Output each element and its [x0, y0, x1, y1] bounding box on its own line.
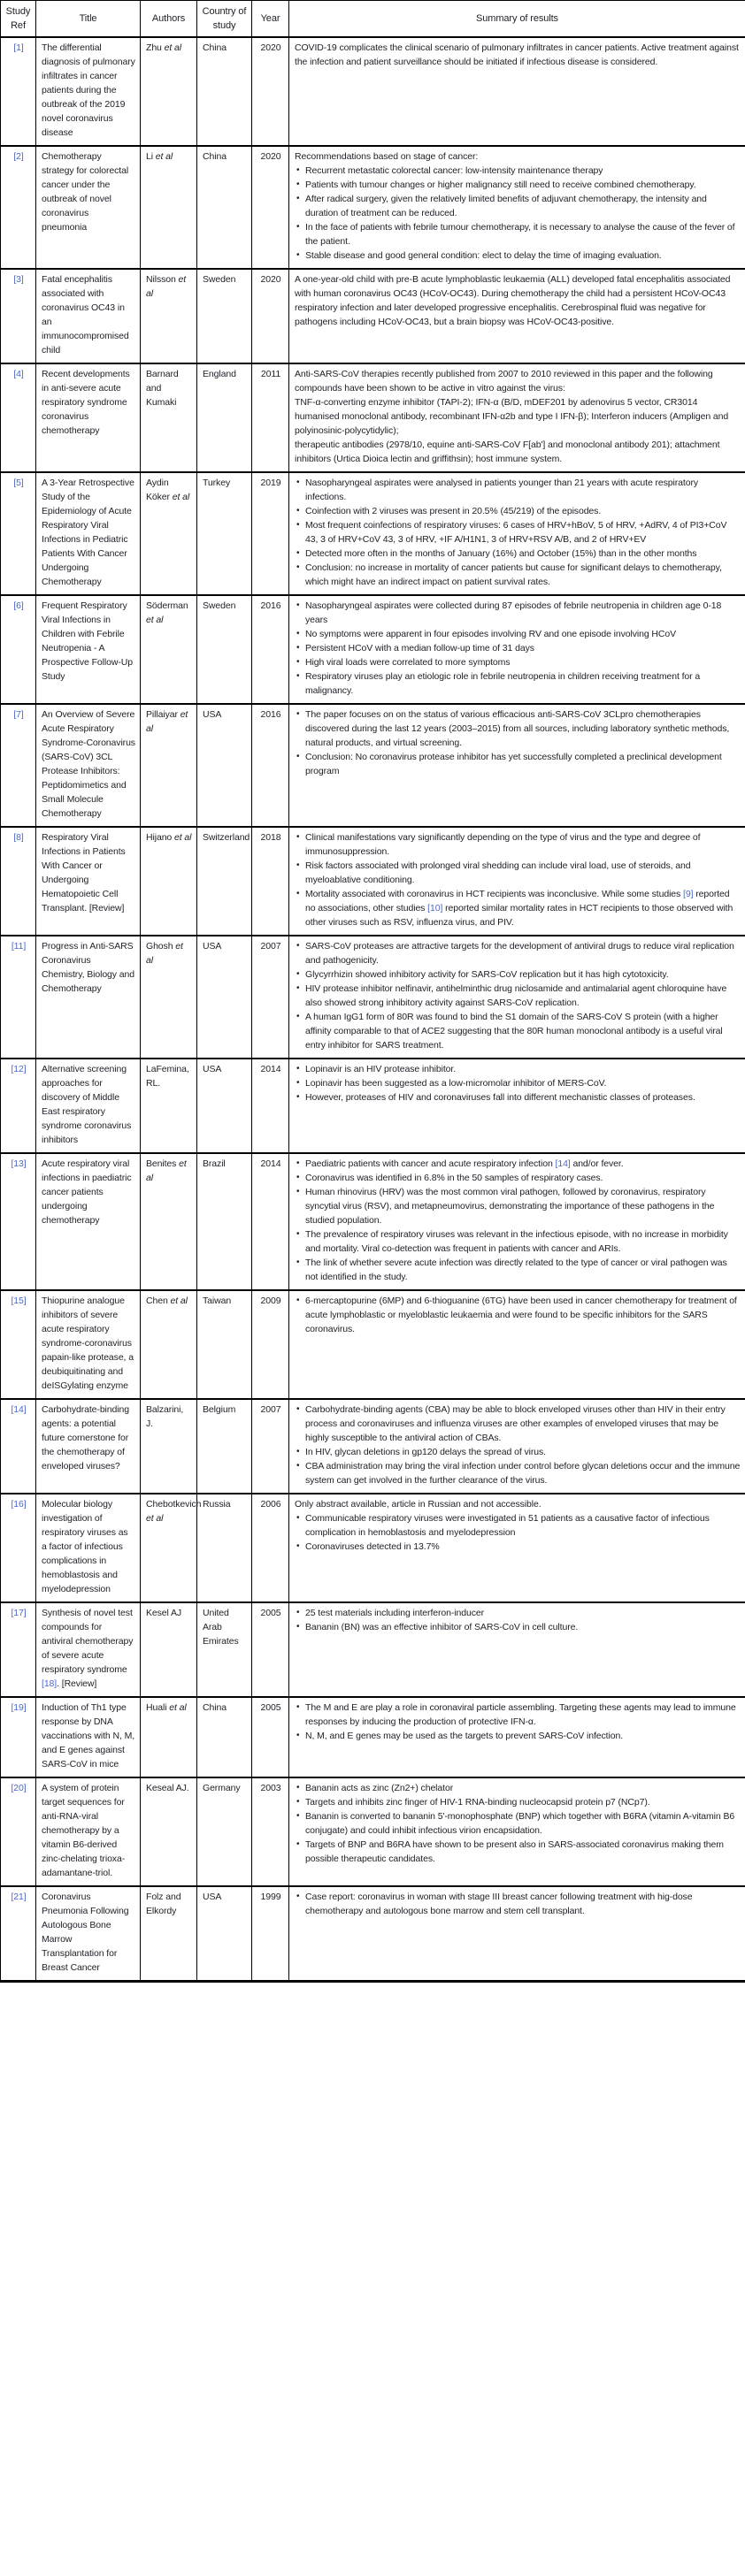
- summary-bullet-item: • No symptoms were apparent in four episodes involving RV and one episode involving HCoV: [295, 627, 741, 641]
- study-ref-cell: [1, 1290, 36, 1399]
- summary-bullet-item: • Clinical manifestations vary significantly depending on the type of virus and the type and degree of immunosuppression.: [295, 830, 741, 859]
- country-cell: Belgium: [197, 1399, 252, 1494]
- et-al-italic: et al: [155, 151, 173, 162]
- study-ref-cell: [1, 1602, 36, 1697]
- header-row: [1, 1, 745, 38]
- country-cell: China: [197, 37, 252, 146]
- study-ref-link[interactable]: [12]: [11, 1064, 27, 1074]
- title-cell: Acute respiratory viral infections in paediatric cancer patients undergoing chemotherapy: [36, 1153, 141, 1290]
- title-cell: Chemotherapy strategy for colorectal cancer under the outbreak of novel coronavirus pneumonia: [36, 146, 141, 269]
- summary-bullet-item: • CBA administration may bring the viral infection under control before glycan deletions occur and the immune system can get involved in the further clearance of the virus.: [295, 1459, 741, 1487]
- summary-cell: [289, 363, 745, 472]
- inline-ref-link[interactable]: [14]: [555, 1158, 571, 1169]
- authors-cell: Kesel AJ: [141, 1602, 197, 1697]
- country-cell: Taiwan: [197, 1290, 252, 1399]
- et-al-italic: et al: [146, 615, 164, 625]
- year-cell: 2016: [252, 595, 289, 704]
- summary-cell: [289, 1059, 745, 1153]
- year-cell: 1999: [252, 1886, 289, 1982]
- title-cell: Molecular biology investigation of respiratory viruses as a factor of infectious complications in hemoblastosis and myelodepression: [36, 1494, 141, 1602]
- title-cell: Fatal encephalitis associated with coronavirus OC43 in an immunocompromised child: [36, 269, 141, 363]
- country-cell: Switzerland: [197, 827, 252, 936]
- country-cell: China: [197, 146, 252, 269]
- summary-cell: [289, 827, 745, 936]
- et-al-italic: et al: [172, 492, 190, 502]
- year-cell: 2020: [252, 37, 289, 146]
- summary-cell: [289, 1399, 745, 1494]
- summary-bullet-item: • Respiratory viruses play an etiologic role in febrile neutropenia in children receiving treatment for a malignancy.: [295, 669, 741, 698]
- title-cell: Synthesis of novel test compounds for antiviral chemotherapy of severe acute respiratory syndrome [18]. [Review]: [36, 1602, 141, 1697]
- summary-text-item: Anti-SARS-CoV therapies recently published from 2007 to 2010 reviewed in this paper and the following compounds have been shown to be active in vitro against the virus:: [295, 369, 713, 394]
- summary-bullet-item: • Nasopharyngeal aspirates were analysed in patients younger than 21 years with acute respiratory infections.: [295, 476, 741, 504]
- authors-cell: Huali et al: [141, 1697, 197, 1777]
- et-al-italic: et al: [164, 42, 181, 53]
- study-ref-cell: [1, 269, 36, 363]
- summary-text-item: COVID-19 complicates the clinical scenario of pulmonary infiltrates in cancer patients. Active treatment against the infection and patient surveillance should be initiated if infectious disease is considered.: [295, 42, 739, 67]
- authors-cell: Hijano et al: [141, 827, 197, 936]
- authors-cell: Chen et al: [141, 1290, 197, 1399]
- year-cell: 2020: [252, 146, 289, 269]
- study-ref-link[interactable]: [1]: [13, 42, 24, 53]
- study-ref-link[interactable]: [11]: [11, 941, 27, 952]
- summary-cell: [289, 1153, 745, 1290]
- study-ref-link[interactable]: [14]: [11, 1404, 27, 1415]
- study-ref-cell: [1, 363, 36, 472]
- summary-text-item: A one-year-old child with pre-B acute lymphoblastic leukaemia (ALL) developed fatal encephalitis associated with human coronavirus OC43 (HCoV-OC43). During chemotherapy the child had a persistent HCoV-OC43 respiratory infection and later developed progressive encephalitis. Cerebrospinal fluid was negative for pathogens including HCoV-OC43, but a brain biopsy was HCoV-OC43-positive.: [295, 274, 731, 327]
- summary-cell: [289, 1697, 745, 1777]
- country-cell: USA: [197, 1059, 252, 1153]
- summary-bullet-item: • However, proteases of HIV and coronaviruses fall into different mechanistic classes of proteases.: [295, 1090, 741, 1105]
- authors-cell: Zhu et al: [141, 37, 197, 146]
- summary-bullet-item: • Coinfection with 2 viruses was present in 20.5% (45/219) of the episodes.: [295, 504, 741, 518]
- study-ref-link[interactable]: [2]: [13, 151, 24, 162]
- summary-bullet-item: • The M and E are play a role in coronaviral particle assembling. Targeting these agents may lead to immune responses by inducing the production of protective IFN-α.: [295, 1701, 741, 1729]
- et-al-italic: et al: [146, 709, 188, 734]
- country-cell: Germany: [197, 1777, 252, 1886]
- year-cell: 2009: [252, 1290, 289, 1399]
- summary-bullet-item: • Lopinavir has been suggested as a low-micromolar inhibitor of MERS-CoV.: [295, 1076, 741, 1090]
- summary-bullet-item: • High viral loads were correlated to more symptoms: [295, 655, 741, 669]
- year-cell: 2019: [252, 472, 289, 595]
- study-ref-link[interactable]: [16]: [11, 1499, 27, 1510]
- authors-cell: Barnard and Kumaki: [141, 363, 197, 472]
- summary-bullet-item: • Bananin (BN) was an effective inhibitor of SARS-CoV in cell culture.: [295, 1620, 741, 1634]
- summary-bullet-item: • Carbohydrate-binding agents (CBA) may be able to block enveloped viruses other than HIV in their entry process and coronaviruses and influenza viruses are other examples of enveloped viruses that may be highly susceptible to the antiviral action of CBAs.: [295, 1403, 741, 1445]
- study-ref-link[interactable]: [5]: [13, 478, 24, 488]
- summary-bullet-item: • Paediatric patients with cancer and acute respiratory infection [14] and/or fever.: [295, 1157, 741, 1171]
- summary-text-item: Recommendations based on stage of cancer:: [295, 151, 479, 162]
- summary-cell: [289, 1777, 745, 1886]
- year-cell: 2016: [252, 704, 289, 827]
- inline-ref-link[interactable]: [18]: [42, 1678, 58, 1689]
- study-ref-cell: [1, 1777, 36, 1886]
- table-row: [1, 269, 745, 363]
- table-row: [1, 1697, 745, 1777]
- table-row: [1, 363, 745, 472]
- country-cell: China: [197, 1697, 252, 1777]
- summary-cell: [289, 37, 745, 146]
- summary-bullet-item: • Risk factors associated with prolonged viral shedding can include viral load, use of steroids, and myeloablative conditioning.: [295, 859, 741, 887]
- table-row: [1, 146, 745, 269]
- summary-bullet-item: • Stable disease and good general condition: elect to delay the time of imaging evaluation.: [295, 248, 741, 263]
- summary-cell: [289, 1494, 745, 1602]
- summary-cell: [289, 472, 745, 595]
- authors-cell: Li et al: [141, 146, 197, 269]
- year-cell: 2020: [252, 269, 289, 363]
- summary-cell: [289, 936, 745, 1059]
- country-cell: England: [197, 363, 252, 472]
- country-cell: Turkey: [197, 472, 252, 595]
- summary-bullet-item: • Bananin acts as zinc (Zn2+) chelator: [295, 1781, 741, 1795]
- year-cell: 2011: [252, 363, 289, 472]
- inline-ref-link[interactable]: [9]: [683, 889, 694, 899]
- authors-cell: Chebotkevich et al: [141, 1494, 197, 1602]
- table-row: [1, 1494, 745, 1602]
- year-cell: 2018: [252, 827, 289, 936]
- summary-bullet-item: • Targets of BNP and B6RA have shown to be present also in SARS-associated coronavirus making them possible therapeutic candidates.: [295, 1838, 741, 1866]
- authors-cell: Folz and Elkordy: [141, 1886, 197, 1982]
- country-cell: Brazil: [197, 1153, 252, 1290]
- table-row: [1, 1290, 745, 1399]
- et-al-italic: et al: [146, 1513, 164, 1524]
- summary-bullet-item: • Coronaviruses detected in 13.7%: [295, 1540, 741, 1554]
- study-ref-link[interactable]: [17]: [11, 1608, 27, 1618]
- summary-bullet-item: • After radical surgery, given the relatively limited benefits of adjuvant chemotherapy, the intensity and duration of treatment can be reduced.: [295, 192, 741, 220]
- study-ref-cell: [1, 37, 36, 146]
- summary-bullet-item: • In HIV, glycan deletions in gp120 delays the spread of virus.: [295, 1445, 741, 1459]
- title-cell: A 3-Year Retrospective Study of the Epidemiology of Acute Respiratory Viral Infections in Pediatric Patients With Cancer Undergoing Chemotherapy: [36, 472, 141, 595]
- column-header-summary-of-results: Summary of results: [289, 1, 745, 38]
- summary-bullet-item: • A human IgG1 form of 80R was found to bind the S1 domain of the SARS-CoV S protein (with a higher affinity comparable to that of ACE2 suggesting that the 80R human monoclonal antibody is a useful viral entry inhibitor for SARS treatment.: [295, 1010, 741, 1052]
- summary-cell: [289, 595, 745, 704]
- summary-bullet-item: • Human rhinovirus (HRV) was the most common viral pathogen, followed by coronavirus, respiratory syncytial virus (RSV), and metapneumovirus, demonstrating the importance of these pathogens in the studied population.: [295, 1185, 741, 1227]
- table-row: [1, 472, 745, 595]
- summary-bullet-item: • The link of whether severe acute infection was directly related to the type of cancer or viral pathogen was not identified in the study.: [295, 1256, 741, 1284]
- study-ref-link[interactable]: [20]: [11, 1783, 27, 1793]
- year-cell: 2007: [252, 936, 289, 1059]
- title-cell: The differential diagnosis of pulmonary infiltrates in cancer patients during the outbreak of the 2019 novel coronavirus disease: [36, 37, 141, 146]
- authors-cell: Ghosh et al: [141, 936, 197, 1059]
- column-header-year: Year: [252, 1, 289, 38]
- et-al-italic: et al: [146, 1158, 187, 1183]
- study-ref-link[interactable]: [19]: [11, 1702, 27, 1713]
- summary-cell: [289, 704, 745, 827]
- column-header-title: Title: [36, 1, 141, 38]
- title-cell: An Overview of Severe Acute Respiratory Syndrome-Coronavirus (SARS-CoV) 3CL Protease Inhibitors: Peptidomimetics and Small Molecule Chemotherapy: [36, 704, 141, 827]
- column-header-country-of-study: Country of study: [197, 1, 252, 38]
- summary-bullet-item: • Targets and inhibits zinc finger of HIV-1 RNA-binding nucleocapsid protein p7 (NCp7).: [295, 1795, 741, 1809]
- summary-bullet-item: • In the face of patients with febrile tumour chemotherapy, it is necessary to analyse the cause of the fever of the patient.: [295, 220, 741, 248]
- summary-bullet-item: • Nasopharyngeal aspirates were collected during 87 episodes of febrile neutropenia in children age 0-18 years: [295, 599, 741, 627]
- summary-bullet-item: • Conclusion: No coronavirus protease inhibitor has yet successfully completed a preclinical development program: [295, 750, 741, 778]
- study-ref-link[interactable]: [13]: [11, 1158, 27, 1169]
- summary-text-item: Only abstract available, article in Russian and not accessible.: [295, 1499, 541, 1510]
- study-ref-link[interactable]: [21]: [11, 1892, 27, 1902]
- year-cell: 2005: [252, 1697, 289, 1777]
- authors-cell: Nilsson et al: [141, 269, 197, 363]
- year-cell: 2006: [252, 1494, 289, 1602]
- table-row: [1, 1602, 745, 1697]
- study-ref-cell: [1, 1697, 36, 1777]
- year-cell: 2014: [252, 1153, 289, 1290]
- title-cell: Alternative screening approaches for discovery of Middle East respiratory syndrome coronavirus inhibitors: [36, 1059, 141, 1153]
- study-ref-cell: [1, 704, 36, 827]
- summary-bullet-item: • SARS-CoV proteases are attractive targets for the development of antiviral drugs to reduce viral replication and pathogenicity.: [295, 939, 741, 967]
- year-cell: 2014: [252, 1059, 289, 1153]
- table-row: [1, 1886, 745, 1982]
- summary-text-item: therapeutic antibodies (2978/10, equine anti-SARS-CoV F[ab'] and monoclonal antibody 201); attachment inhibitors (Urtica Dioica lectin and griffithsin); host immune system.: [295, 440, 720, 464]
- summary-bullet-item: • Recurrent metastatic colorectal cancer: low-intensity maintenance therapy: [295, 164, 741, 178]
- country-cell: United Arab Emirates: [197, 1602, 252, 1697]
- country-cell: USA: [197, 1886, 252, 1982]
- study-ref-link[interactable]: [6]: [13, 600, 24, 611]
- table-row: [1, 936, 745, 1059]
- summary-bullet-item: • Persistent HCoV with a median follow-up time of 31 days: [295, 641, 741, 655]
- table-row: [1, 1777, 745, 1886]
- et-al-italic: et al: [146, 274, 187, 299]
- study-ref-cell: [1, 472, 36, 595]
- authors-cell: Aydin Köker et al: [141, 472, 197, 595]
- table-row: [1, 37, 745, 146]
- study-ref-cell: [1, 1153, 36, 1290]
- title-cell: Carbohydrate-binding agents: a potential future cornerstone for the chemotherapy of enveloped viruses?: [36, 1399, 141, 1494]
- summary-bullet-item: • Communicable respiratory viruses were investigated in 51 patients as a causative factor of infectious complication in hemoblastosis and myelodepression: [295, 1511, 741, 1540]
- authors-cell: Keseal AJ.: [141, 1777, 197, 1886]
- table-row: [1, 1059, 745, 1153]
- year-cell: 2007: [252, 1399, 289, 1494]
- study-ref-cell: [1, 146, 36, 269]
- summary-cell: [289, 1602, 745, 1697]
- summary-cell: [289, 269, 745, 363]
- study-ref-cell: [1, 595, 36, 704]
- summary-cell: [289, 1886, 745, 1982]
- title-cell: Coronavirus Pneumonia Following Autologous Bone Marrow Transplantation for Breast Cancer: [36, 1886, 141, 1982]
- country-cell: USA: [197, 704, 252, 827]
- study-ref-link[interactable]: [15]: [11, 1296, 27, 1306]
- summary-bullet-item: • The paper focuses on on the status of various efficacious anti-SARS-CoV 3CLpro chemotherapies discovered during the last 12 years (2003–2015) from all sources, including laboratory synthetic methods, natural products, and virtual screening.: [295, 707, 741, 750]
- study-ref-cell: [1, 1886, 36, 1982]
- study-ref-cell: [1, 1494, 36, 1602]
- et-al-italic: et al: [174, 832, 192, 843]
- summary-cell: [289, 146, 745, 269]
- study-ref-cell: [1, 827, 36, 936]
- title-cell: Recent developments in anti-severe acute respiratory syndrome coronavirus chemotherapy: [36, 363, 141, 472]
- summary-bullet-item: • Bananin is converted to bananin 5'-monophosphate (BNP) which together with B6RA (vitamin A-vitamin B6 conjugate) and could inhibit infectious virion encapsidation.: [295, 1809, 741, 1838]
- study-ref-link[interactable]: [7]: [13, 709, 24, 720]
- study-ref-link[interactable]: [4]: [13, 369, 24, 379]
- summary-bullet-item: • Lopinavir is an HIV protease inhibitor.: [295, 1062, 741, 1076]
- et-al-italic: et al: [169, 1702, 187, 1713]
- country-cell: Russia: [197, 1494, 252, 1602]
- table-row: [1, 704, 745, 827]
- summary-bullet-item: • N, M, and E genes may be used as the targets to prevent SARS-CoV infection.: [295, 1729, 741, 1743]
- table-row: [1, 1399, 745, 1494]
- study-ref-link[interactable]: [3]: [13, 274, 24, 285]
- authors-cell: Söderman et al: [141, 595, 197, 704]
- authors-cell: Balzarini, J.: [141, 1399, 197, 1494]
- table-row: [1, 1153, 745, 1290]
- country-cell: Sweden: [197, 269, 252, 363]
- et-al-italic: et al: [170, 1296, 188, 1306]
- summary-bullet-item: • 25 test materials including interferon-inducer: [295, 1606, 741, 1620]
- title-cell: A system of protein target sequences for anti-RNA-viral chemotherapy by a vitamin B6-derived zinc-chelating trioxa-adamantane-triol.: [36, 1777, 141, 1886]
- summary-bullet-item: • HIV protease inhibitor nelfinavir, antihelminthic drug niclosamide and antimalarial agent chloroquine have also showed strong inhibitory activity against SARS-CoV replication.: [295, 982, 741, 1010]
- summary-text-item: TNF-α-converting enzyme inhibitor (TAPI-2); IFN-α (B/D, mDEF201 by adenovirus 5 vector, CR3014 humanised monoclonal antibody, recombinant IFN-α2b and type I IFN-β); Interferon inducers (Ampligen and polyinosinic-polycytidylic);: [295, 397, 729, 436]
- summary-bullet-item: • Conclusion: no increase in mortality of cancer patients but cause for significant delays to chemotherapy, which might have an indirect impact on patient survival rates.: [295, 561, 741, 589]
- title-cell: Frequent Respiratory Viral Infections in Children with Febrile Neutropenia - A Prospective Follow-Up Study: [36, 595, 141, 704]
- authors-cell: Benites et al: [141, 1153, 197, 1290]
- study-ref-link[interactable]: [8]: [13, 832, 24, 843]
- study-ref-cell: [1, 1399, 36, 1494]
- summary-bullet-item: • Case report: coronavirus in woman with stage III breast cancer following treatment with hig-dose chemotherapy and autologous bone marrow and stem cell transplant.: [295, 1890, 741, 1918]
- title-cell: Induction of Th1 type response by DNA vaccinations with N, M, and E genes against SARS-CoV in mice: [36, 1697, 141, 1777]
- summary-bullet-item: • Patients with tumour changes or higher malignancy still need to receive combined chemotherapy.: [295, 178, 741, 192]
- study-ref-cell: [1, 1059, 36, 1153]
- inline-ref-link[interactable]: [10]: [427, 903, 443, 913]
- year-cell: 2005: [252, 1602, 289, 1697]
- summary-bullet-item: • Coronavirus was identified in 6.8% in the 50 samples of respiratory cases.: [295, 1171, 741, 1185]
- summary-bullet-item: • Most frequent coinfections of respiratory viruses: 6 cases of HRV+hBoV, 5 of HRV, +AdRV, 4 of PI3+CoV 43, 3 of HRV+CoV 43, 3 of HRV, +IF A/H1N1, 3 of HRV+RSV A/B, and 2 of HRV+EV: [295, 518, 741, 547]
- summary-cell: [289, 1290, 745, 1399]
- study-ref-cell: [1, 936, 36, 1059]
- table-row: [1, 595, 745, 704]
- summary-bullet-item: • Detected more often in the months of January (16%) and October (15%) than in the other months: [295, 547, 741, 561]
- title-cell: Progress in Anti-SARS Coronavirus Chemistry, Biology and Chemotherapy: [36, 936, 141, 1059]
- summary-bullet-item: • Glycyrrhizin showed inhibitory activity for SARS-CoV replication but it has high cytotoxicity.: [295, 967, 741, 982]
- authors-cell: LaFemina, RL.: [141, 1059, 197, 1153]
- country-cell: USA: [197, 936, 252, 1059]
- summary-bullet-item: • The prevalence of respiratory viruses was relevant in the infectious episode, with no increase in morbidity and mortality. Viral co-detection was frequent in patients with cancer and ARIs.: [295, 1227, 741, 1256]
- authors-cell: Pillaiyar et al: [141, 704, 197, 827]
- summary-bullet-item: • 6-mercaptopurine (6MP) and 6-thioguanine (6TG) have been used in cancer chemotherapy for treatment of acute lymphoblastic or myeloblastic leukaemia and were found to be specific inhibitors for the SARS coronavirus.: [295, 1294, 741, 1336]
- country-cell: Sweden: [197, 595, 252, 704]
- column-header-study-ref: Study Ref: [1, 1, 36, 38]
- summary-bullet-item: • Mortality associated with coronavirus in HCT recipients was inconclusive. While some studies [9] reported no associations, other studies [10] reported similar mortality rates in HCT recipients to those observed with other viruses such as RSV, influenza virus, and PIV.: [295, 887, 741, 929]
- title-cell: Thiopurine analogue inhibitors of severe acute respiratory syndrome-coronavirus papain-like protease, a deubiquitinating and deISGylating enzyme: [36, 1290, 141, 1399]
- column-header-authors: Authors: [141, 1, 197, 38]
- title-cell: Respiratory Viral Infections in Patients With Cancer or Undergoing Hematopoietic Cell Transplant. [Review]: [36, 827, 141, 936]
- table-row: [1, 827, 745, 936]
- year-cell: 2003: [252, 1777, 289, 1886]
- et-al-italic: et al: [146, 941, 183, 966]
